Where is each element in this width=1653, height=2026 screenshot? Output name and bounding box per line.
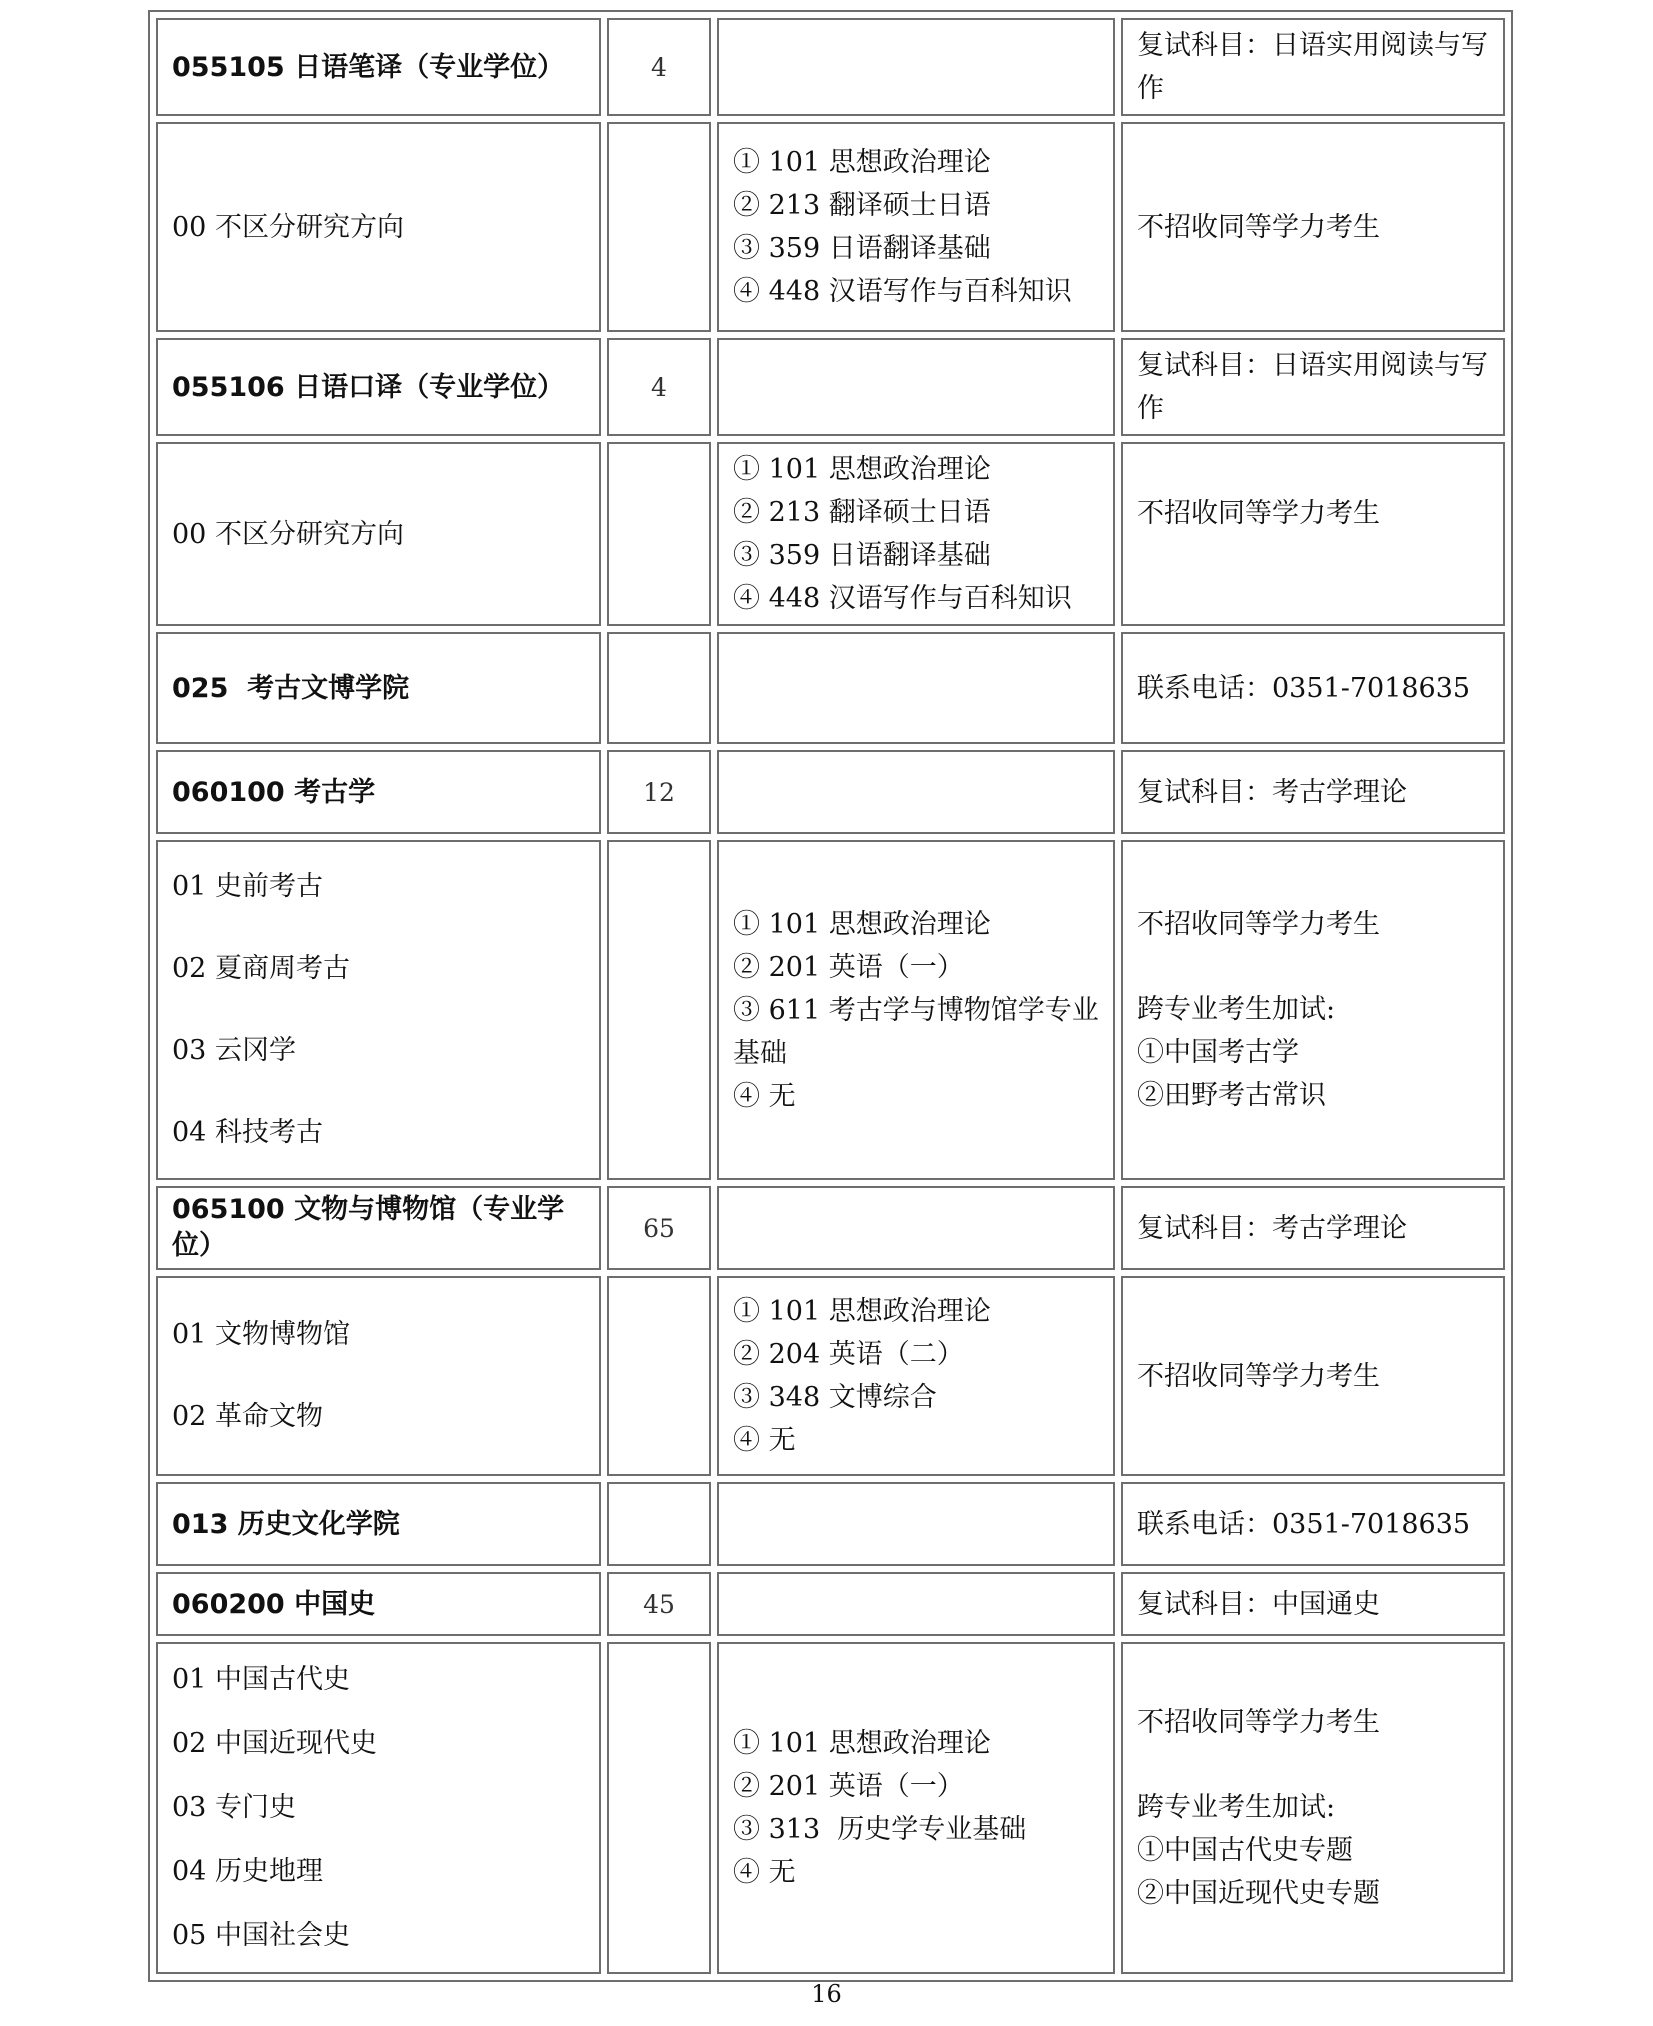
exam-subject: ④ 无	[733, 1425, 796, 1456]
note-cell	[1121, 1276, 1505, 1476]
college-name: 025 考古文博学院	[156, 632, 601, 744]
major-row	[156, 750, 1505, 834]
major-code-name: 060100 考古学	[156, 750, 601, 834]
exam-subject: ④ 448 汉语写作与百科知识	[733, 583, 1072, 614]
direction-item: 02 夏商周考古	[172, 953, 350, 984]
college-row	[156, 632, 1505, 744]
note-spacer	[1137, 1744, 1489, 1786]
empty-count-cell	[607, 1276, 711, 1476]
direction-item: 02 革命文物	[172, 1401, 323, 1432]
note-spacer	[1137, 946, 1489, 988]
exam-subjects-cell	[717, 1276, 1115, 1476]
exam-subjects-cell	[717, 632, 1115, 744]
major-code-name: 060200 中国史	[156, 1572, 601, 1636]
empty-count-cell	[607, 1642, 711, 1974]
direction-item: 01 史前考古	[172, 871, 323, 902]
enrollment-count: 4	[607, 338, 711, 436]
major-code-name: 055106 日语口译（专业学位）	[156, 338, 601, 436]
directions-cell	[156, 122, 601, 332]
note-text: 复试科目：考古学理论	[1137, 1212, 1407, 1244]
note-text: 复试科目：中国通史	[1137, 1588, 1380, 1620]
directions-cell	[156, 1276, 601, 1476]
exam-subject: ③ 359 日语翻译基础	[733, 540, 991, 571]
exam-subjects-cell	[717, 442, 1115, 626]
direction-row	[156, 122, 1505, 332]
note-text: ①中国考古学	[1137, 1037, 1299, 1068]
direction-item: 00 不区分研究方向	[172, 211, 404, 243]
note-cell	[1121, 18, 1505, 116]
note-cell	[1121, 1186, 1505, 1270]
exam-subjects-cell	[717, 338, 1115, 436]
direction-item: 05 中国社会史	[172, 1920, 350, 1951]
exam-subject: ① 101 思想政治理论	[733, 1296, 991, 1327]
exam-subjects-cell	[717, 1482, 1115, 1566]
direction-item: 04 科技考古	[172, 1117, 323, 1148]
directions-cell	[156, 442, 601, 626]
exam-subject: ① 101 思想政治理论	[733, 454, 991, 485]
note-text: 不招收同等学力考生	[1137, 909, 1380, 940]
directions-cell	[156, 1642, 601, 1974]
note-cell	[1121, 122, 1505, 332]
major-row	[156, 1186, 1505, 1270]
enrollment-count: 45	[607, 1572, 711, 1636]
college-row	[156, 1482, 1505, 1566]
note-cell	[1121, 840, 1505, 1180]
note-text: 跨专业考生加试:	[1137, 994, 1336, 1025]
exam-subject: ④ 无	[733, 1080, 796, 1112]
contact-phone: 联系电话：0351-7018635	[1121, 1482, 1505, 1566]
direction-row	[156, 1642, 1505, 1974]
exam-subject: ③ 611 考古学与博物馆学专业基础	[733, 994, 1099, 1069]
direction-row	[156, 442, 1505, 626]
note-cell	[1121, 442, 1505, 626]
note-text: ②中国近现代史专题	[1137, 1878, 1380, 1909]
directions-cell	[156, 840, 601, 1180]
direction-item: 03 云冈学	[172, 1035, 296, 1066]
note-text: 不招收同等学力考生	[1137, 1707, 1380, 1738]
page-number: 16	[811, 1980, 842, 2008]
note-text: 复试科目：考古学理论	[1137, 776, 1407, 808]
note-cell	[1121, 338, 1505, 436]
direction-item: 00 不区分研究方向	[172, 518, 404, 550]
exam-subject: ② 213 翻译硕士日语	[733, 497, 991, 528]
exam-subject: ③ 313 历史学专业基础	[733, 1814, 1027, 1845]
major-code-name: 065100 文物与博物馆（专业学位）	[156, 1186, 601, 1270]
exam-subjects-cell	[717, 1572, 1115, 1636]
empty-count-cell	[607, 442, 711, 626]
empty-count-cell	[607, 122, 711, 332]
major-row	[156, 1572, 1505, 1636]
enrollment-count: 12	[607, 750, 711, 834]
note-text: 不招收同等学力考生	[1137, 498, 1380, 529]
exam-subjects-cell	[717, 750, 1115, 834]
enrollment-count	[607, 632, 711, 744]
note-cell	[1121, 750, 1505, 834]
direction-item: 01 文物博物馆	[172, 1319, 350, 1350]
exam-subjects-cell	[717, 1186, 1115, 1270]
contact-phone: 联系电话：0351-7018635	[1121, 632, 1505, 744]
note-text: 跨专业考生加试:	[1137, 1792, 1336, 1823]
exam-subject: ④ 无	[733, 1857, 796, 1888]
direction-item: 04 历史地理	[172, 1856, 323, 1887]
exam-subject: ② 204 英语（二）	[733, 1339, 964, 1370]
exam-subject: ② 201 英语（一）	[733, 951, 964, 983]
note-text: 复试科目：日语实用阅读与写作	[1137, 350, 1488, 424]
direction-item: 02 中国近现代史	[172, 1728, 377, 1759]
note-text: 不招收同等学力考生	[1137, 1360, 1380, 1392]
direction-item: 03 专门史	[172, 1792, 296, 1823]
exam-subjects-cell	[717, 122, 1115, 332]
direction-row	[156, 840, 1505, 1180]
note-text: ②田野考古常识	[1137, 1080, 1326, 1111]
note-cell	[1121, 1572, 1505, 1636]
exam-subject: ④ 448 汉语写作与百科知识	[733, 276, 1072, 307]
enrollment-count: 4	[607, 18, 711, 116]
exam-subjects-cell	[717, 1642, 1115, 1974]
exam-subjects-cell	[717, 840, 1115, 1180]
enrollment-count: 65	[607, 1186, 711, 1270]
exam-subject: ② 201 英语（一）	[733, 1771, 964, 1802]
enrollment-count	[607, 1482, 711, 1566]
exam-subject: ① 101 思想政治理论	[733, 908, 991, 940]
empty-count-cell	[607, 840, 711, 1180]
major-row	[156, 338, 1505, 436]
exam-subject: ① 101 思想政治理论	[733, 1728, 991, 1759]
admissions-table	[148, 10, 1513, 1982]
exam-subject: ③ 348 文博综合	[733, 1382, 937, 1413]
college-name: 013 历史文化学院	[156, 1482, 601, 1566]
major-code-name: 055105 日语笔译（专业学位）	[156, 18, 601, 116]
note-text: 不招收同等学力考生	[1137, 211, 1380, 243]
exam-subjects-cell	[717, 18, 1115, 116]
major-row	[156, 18, 1505, 116]
exam-subject: ① 101 思想政治理论	[733, 147, 991, 178]
note-cell	[1121, 1642, 1505, 1974]
direction-row	[156, 1276, 1505, 1476]
direction-item: 01 中国古代史	[172, 1664, 350, 1695]
note-text: 复试科目：日语实用阅读与写作	[1137, 30, 1488, 104]
exam-subject: ② 213 翻译硕士日语	[733, 190, 991, 221]
exam-subject: ③ 359 日语翻译基础	[733, 233, 991, 264]
note-text: ①中国古代史专题	[1137, 1835, 1353, 1866]
